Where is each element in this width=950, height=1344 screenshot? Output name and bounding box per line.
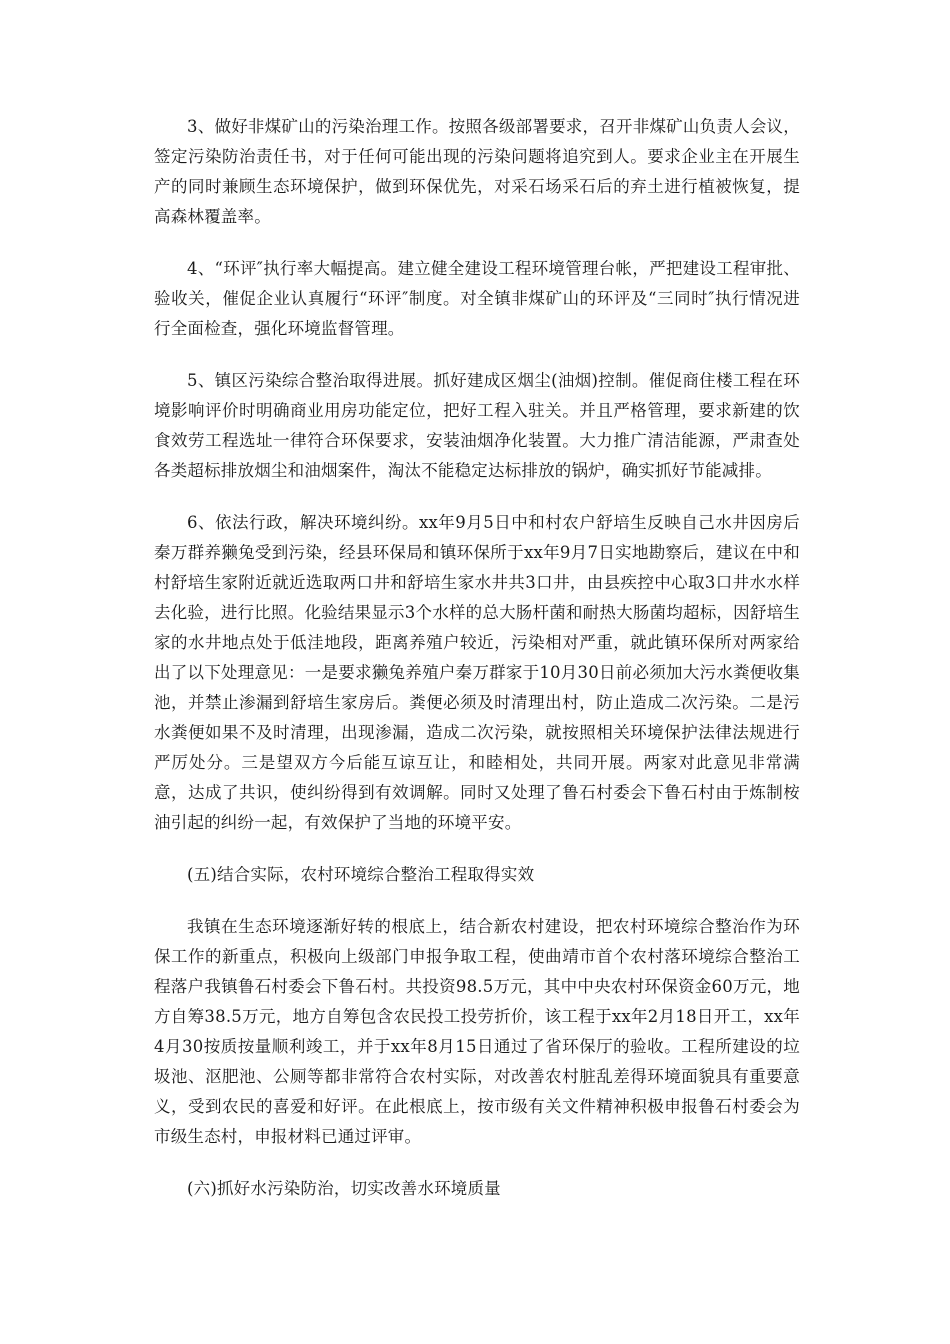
section-5-heading: (五)结合实际，农村环境综合整治工程取得实效 (187, 865, 535, 884)
paragraph-3-mining-pollution: 3、做好非煤矿山的污染治理工作。按照各级部署要求，召开非煤矿山负责人会议，签定污染防治责任书，对于任何可能出现的污染问题将追究到人。要求企业主在开展生产的同时兼顾生态环境保护，做到环保优先，对采石场采石后的弃土进行植被恢复，提高森林覆盖率。 (154, 117, 800, 226)
paragraph-4-eia-rate: 4、“环评″执行率大幅提高。建立健全建设工程环境管理台帐，严把建设工程审批、验收关，催促企业认真履行“环评″制度。对全镇非煤矿山的环评及“三同时″执行情况进行全面检查，强化环境监督管理。 (154, 259, 800, 338)
paragraph-6-environment-dispute: 6、依法行政，解决环境纠纷。xx年9月5日中和村农户舒培生反映自己水井因房后秦万群养獭兔受到污染，经县环保局和镇环保所于xx年9月7日实地勘察后，建议在中和村舒培生家附近就近选取两口井和舒培生家水井共3口井，由县疾控中心取3口井水水样去化验，进行比照。化验结果显示3个水样的总大肠杆菌和耐热大肠菌均超标，因舒培生家的水井地点处于低洼地段，距离养殖户较近，污染相对严重，就此镇环保所对两家给出了以下处理意见：一是要求獭兔养殖户秦万群家于10月30日前必须加大污水粪便收集池，并禁止渗漏到舒培生家房后。粪便必须及时清理出村，防止造成二次污染。二是污水粪便如果不及时清理，出现渗漏，造成二次污染，就按照相关环境保护法律法规进行严厉处分。三是望双方今后能互谅互让，和睦相处，共同开展。两家对此意见非常满意，达成了共识，使纠纷得到有效调解。同时又处理了鲁石村委会下鲁石村由于炼制桉油引起的纠纷一起，有效保护了当地的环境平安。 (154, 513, 800, 832)
section-6-heading: (六)抓好水污染防治，切实改善水环境质量 (187, 1179, 501, 1198)
section-5-body: 我镇在生态环境逐渐好转的根底上，结合新农村建设，把农村环境综合整治作为环保工作的新重点，积极向上级部门申报争取工程，使曲靖市首个农村落环境综合整治工程落户我镇鲁石村委会下鲁石村。共投资98.5万元，其中中央农村环保资金60万元，地方自筹38.5万元，地方自筹包含农民投工投劳折价，该工程于xx年2月18日开工，xx年4月30按质按量顺利竣工，并于xx年8月15日通过了省环保厅的验收。工程所建设的垃圾池、沤肥池、公厕等都非常符合农村实际，对改善农村脏乱差得环境面貌具有重要意义，受到农民的喜爱和好评。在此根底上，按市级有关文件精神积极申报鲁石村委会为市级生态村，申报材料已通过评审。 (154, 917, 800, 1146)
document-page (154, 112, 800, 1226)
paragraph-5-town-pollution: 5、镇区污染综合整治取得进展。抓好建成区烟尘(油烟)控制。催促商住楼工程在环境影响评价时明确商业用房功能定位，把好工程入驻关。并且严格管理，要求新建的饮食效劳工程选址一律符合环保要求，安装油烟净化装置。大力推广清洁能源，严肃查处各类超标排放烟尘和油烟案件，淘汰不能稳定达标排放的锅炉，确实抓好节能减排。 (154, 371, 800, 480)
